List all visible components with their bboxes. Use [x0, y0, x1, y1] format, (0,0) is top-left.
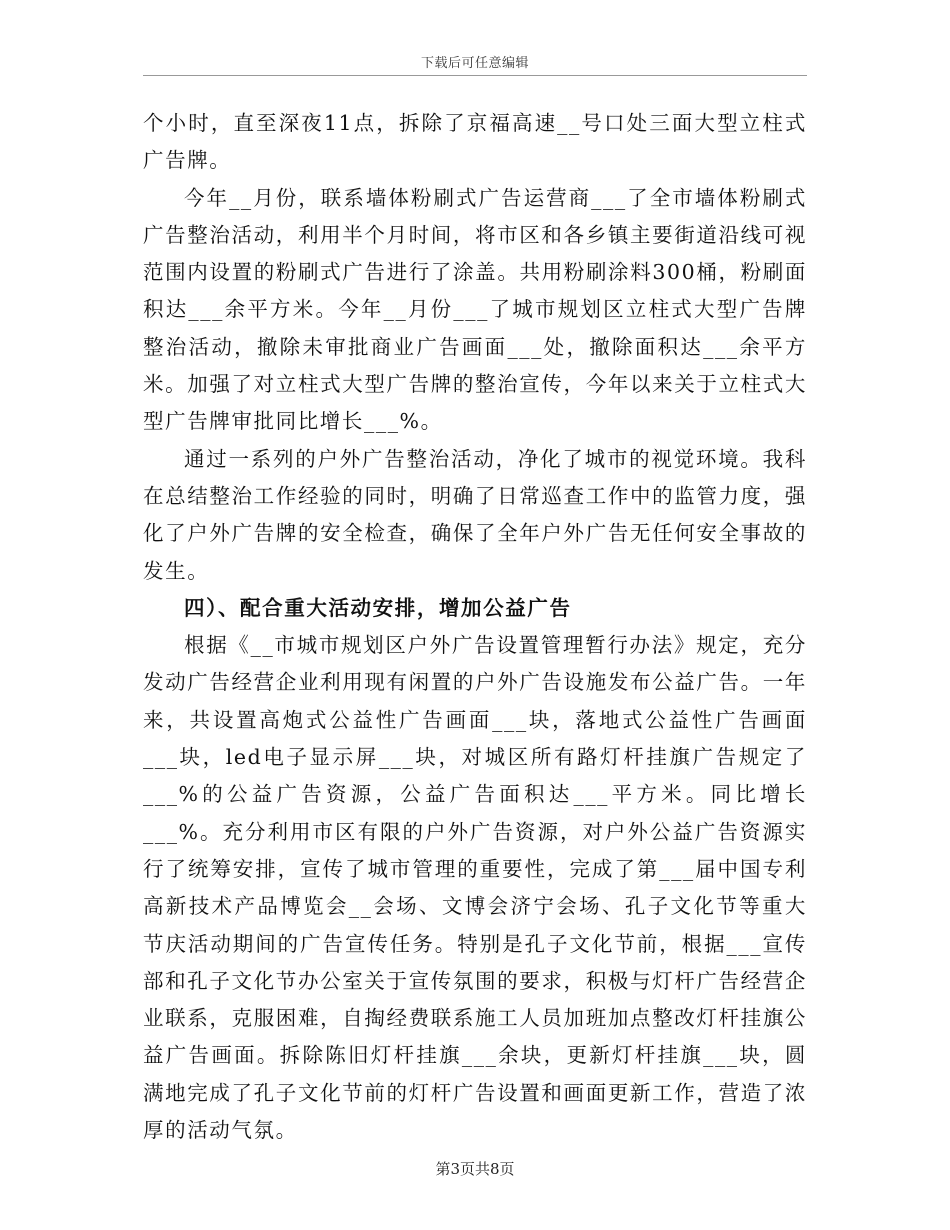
section-heading: 四）、配合重大活动安排，增加公益广告	[184, 595, 572, 620]
paragraph-public-ads: 根据《__市城市规划区户外广告设置管理暂行办法》规定，充分发动广告经营企业利用现有闲置的户外广告设施发布公益广告。一年来，共设置高炮式公益性广告画面___块，落地式公益性广告画面___块，led电子显示屏___块，对城区所有路灯杆挂旗广告规定了___%的公益广告资源，公益广告面积达___平方米。同比增长___%。充分利用市区有限的户外广告资源，对户外公益广告资源实行了统筹安排，宣传了城市管理的重要性，完成了第___届中国专利高新技术产品博览会__会场、文博会济宁会场、孔子文化节等重大节庆活动期间的广告宣传任务。特别是孔子文化节前，根据___宣传部和孔子文化节办公室关于宣传氛围的要求，积极与灯杆广告经营企业联系，克服困难，自掏经费联系施工人员加班加点整改灯杆挂旗公益广告画面。拆除陈旧灯杆挂旗___余块，更新灯杆挂旗___块，圆满地完成了孔子文化节前的灯杆广告设置和画面更新工作，营造了浓厚的活动气氛。	[143, 633, 807, 1143]
document-body	[143, 105, 807, 1149]
paragraph-wall-ads: 今年__月份，联系墙体粉刷式广告运营商___了全市墙体粉刷式广告整治活动，利用半个月时间，将市区和各乡镇主要街道沿线可视范围内设置的粉刷式广告进行了涂盖。共用粉刷涂料300桶，粉刷面积达___余平方米。今年__月份___了城市规划区立柱式大型广告牌整治活动，撤除未审批商业广告画面___处，撤除面积达___余平方米。加强了对立柱式大型广告牌的整治宣传，今年以来关于立柱式大型广告牌审批同比增长___%。	[143, 185, 807, 434]
paragraph-continued: 个小时，直至深夜11点，拆除了京福高速__号口处三面大型立柱式广告牌。	[143, 111, 807, 173]
header-divider	[143, 75, 807, 76]
paragraph-summary: 通过一系列的户外广告整治活动，净化了城市的视觉环境。我科在总结整治工作经验的同时，明确了日常巡查工作中的监管力度，强化了户外广告牌的安全检查，确保了全年户外广告无任何安全事故的发生。	[143, 446, 807, 583]
page-header: 下载后可任意编辑	[420, 56, 529, 71]
page-number: 第3页共8页	[435, 1160, 515, 1178]
